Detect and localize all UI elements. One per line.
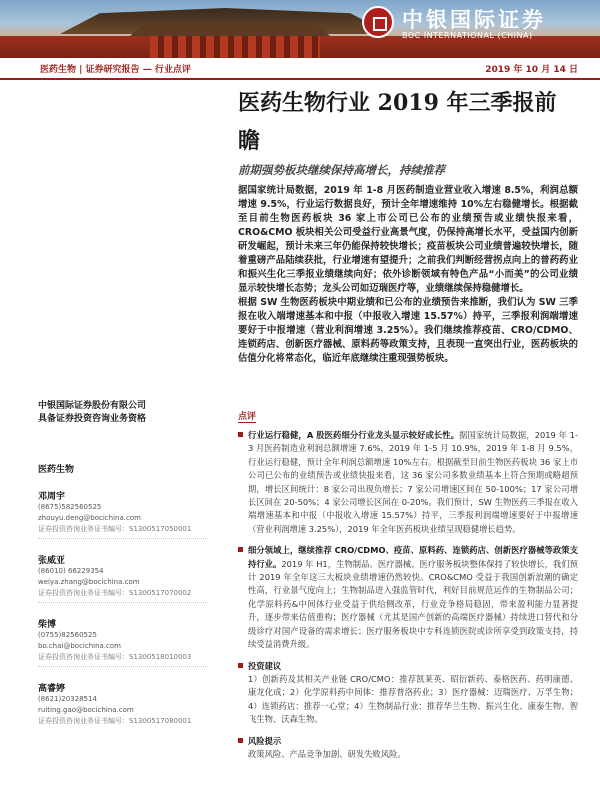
highlights-section: [238, 404, 578, 769]
palace-eave-illustration: [130, 22, 330, 36]
highlight-item: [238, 735, 578, 762]
brand-logo: [362, 4, 592, 44]
analyst-name: 邓周宇: [38, 492, 66, 502]
page-title: 医药生物行业 2019 年三季报前瞻: [238, 90, 557, 154]
report-date: 2019 年 10 月 14 日: [485, 65, 578, 75]
analyst-card: [38, 681, 218, 727]
analyst-email[interactable]: ruiting.gao@bocichina.com: [38, 706, 134, 714]
firm-qualification: 具备证券投资咨询业务资格: [38, 414, 147, 424]
highlight-text: [248, 429, 578, 536]
highlight-lead: 风险提示: [248, 735, 282, 746]
breadcrumb: 医药生物 | 证券研究报告 — 行业点评: [40, 65, 191, 75]
firm-name: 中银国际证券股份有限公司: [38, 401, 147, 411]
divider: [38, 602, 208, 603]
analyst-phone: (0755)82560525: [38, 631, 97, 639]
divider: [38, 538, 208, 539]
risk-warning-body: 政策风险、产品竞争加剧、研发失败风险。: [248, 748, 406, 759]
analyst-cert: 证券投资咨询业务证书编号：S1300517080001: [38, 717, 192, 725]
analyst-email[interactable]: weiya.zhang@bocichina.com: [38, 578, 140, 586]
highlights-label: 点评: [238, 409, 256, 423]
summary-paragraph: 根据 SW 生物医药板块中期业绩和已公布的业绩预告来推断，我们认为 SW 三季报在收入端增速基本和中报（中报收入增速 15.57%）持平，三季报利润端增速要好于中报增速（营业利润增速 3.25%）。我们继续推荐疫苗、CRO/CDMO、连锁药店、创新医疗器械、原料药等政策支持，且表现一直突出行业，医药板块的估值分化将常态化，临近年底继续注重现强势板块。: [238, 297, 578, 364]
report-header-strip: [0, 58, 600, 80]
analyst-cert: 证券投资咨询业务证书编号：S1300517070002: [38, 589, 192, 597]
highlight-body: 2019 年 H1，生物制品、医疗器械、医疗服务板块整体保持了较快增长，我们预计 2019 年全年这三大板块业绩增速仍然较快。CRO&CMO 受益于我国创新浪潮的确定性高，行业景气度向上；生物制品进入强监管时代，利好目前规范运作的生物制品公司；化学原料药&中间体行业受益于供给侧改革，行业竞争格局稳固，带来盈利能力显著提升，逐步带来估值重构；医疗器械（尤其是国产创新的高端医疗器械）持续进口替代和分级诊疗对国产设备的需求增长；医疗服务板块中专科连锁医院或诊所享受到政策支持，持续受益消费升级。: [248, 558, 578, 650]
divider: [38, 666, 208, 667]
highlight-lead: 投资建议: [248, 660, 282, 671]
analyst-name: 张威亚: [38, 556, 66, 566]
highlight-body: 据国家统计局数据，2019 年 1-3 月医药制造业利润总额增速 7.6%，2019 年 1-5 月 10.9%，2019 年 1-8 月 9.5%，行业运行稳健，预计全年利润总额增速 10%左右。根据截至目前生物医药板块 36 家上市公司已公布的业绩预告或业绩快报来看，这 36 家公司多数业绩基本上符合预期或略超预期，增长区间统计：8 家公司出现负增长；7 家公司增速区间在 50-100%；17 家公司增长区间在 20-50%；4 家公司增长区间在 0-20%。我们预计，SW 生物医药三季报在收入端增速基本和中报（中报收入增速 15.57%）持平，三季报利润端增速要好于中报增速（营业利润增速 3.25%），2019 年全年医药板块业绩呈现稳健增长趋势。: [248, 430, 578, 534]
highlight-item: [238, 429, 578, 536]
analyst-phone: (8675)582560525: [38, 503, 102, 511]
analyst-name: 高睿婷: [38, 684, 66, 694]
bullet-square-icon: [238, 663, 243, 668]
analyst-card: [38, 489, 218, 539]
left-sidebar: [38, 400, 218, 727]
logo-chinese-name: 中银国际证券: [402, 7, 546, 32]
analyst-email[interactable]: bo.chai@bocichina.com: [38, 642, 121, 650]
highlight-text: [248, 735, 578, 748]
bullet-square-icon: [238, 738, 243, 743]
summary-section: [238, 184, 578, 366]
logo-english-name: BOC INTERNATIONAL (CHINA): [402, 31, 533, 40]
analyst-cert: 证券投资咨询业务证书编号：S1300518010003: [38, 653, 192, 661]
highlight-item: [238, 544, 578, 651]
investment-advice-body: 1）创新药及其相关产业链 CRO/CMO：推荐凯莱英、昭衍新药、泰格医药、药明康德、康龙化成；2）化学原料药中间体：推荐普洛药业；3）医疗器械：迈瑞医疗、万孚生物；4）连锁药店：推荐一心堂；4）生物制品行业：推荐华兰生物、振兴生化、康泰生物、智飞生物、沃森生物。: [248, 673, 578, 725]
team-label: 医药生物: [38, 465, 75, 475]
analyst-phone: (8621)20328514: [38, 695, 97, 703]
analyst-phone: (86010) 66229354: [38, 567, 104, 575]
palace-pillars-illustration: [150, 36, 320, 58]
highlight-lead: 细分领域上，继续推荐 CRO/CDMO、疫苗、原料药、连锁药店、创新医疗器械等政策支持行业。: [248, 545, 578, 569]
highlight-text: [248, 660, 578, 673]
page-subtitle: 前期强势板块继续保持高增长，持续推荐: [238, 163, 445, 177]
analyst-cert: 证券投资咨询业务证书编号：S1300517050001: [38, 525, 192, 533]
analyst-card: [38, 553, 218, 603]
bullet-square-icon: [238, 547, 243, 552]
summary-paragraph: 据国家统计局数据，2019 年 1-8 月医药制造业营业收入增速 8.5%，利润总额增速 9.5%，行业运行数据良好，预计全年增速维持 10%左右稳健增长。根据截至目前生物医药板块 36 家上市公司已公布的业绩预告或业绩快报来看，CRO&CMO 板块相关公司受益行业高景气度，仍保持高增长水平，受益国内创新研发崛起，预计未来三年仍能保持较快增长；疫苗板块公司业绩普遍较快增长，随着重磅产品陆续获批，行业增速有望提升；之前我们判断经营拐点向上的普药药业和振兴生化三季报业绩继续向好；依外诊断领域有特色产品“小而美”的公司业绩显示较快增长态势；龙头公司如迈瑞医疗等，业绩继续保持稳健增长。: [238, 185, 578, 294]
header-banner: [0, 0, 600, 58]
analyst-email[interactable]: zhouyu.deng@bocichina.com: [38, 514, 141, 522]
analyst-name: 柴博: [38, 620, 57, 630]
analyst-card: [38, 617, 218, 667]
bank-logo-icon: [362, 6, 394, 38]
bullet-square-icon: [238, 432, 243, 437]
highlight-text: [248, 544, 578, 651]
highlight-lead: 行业运行稳健，A 股医药细分行业龙头显示较好成长性。: [248, 430, 460, 440]
highlight-item: [238, 660, 578, 727]
